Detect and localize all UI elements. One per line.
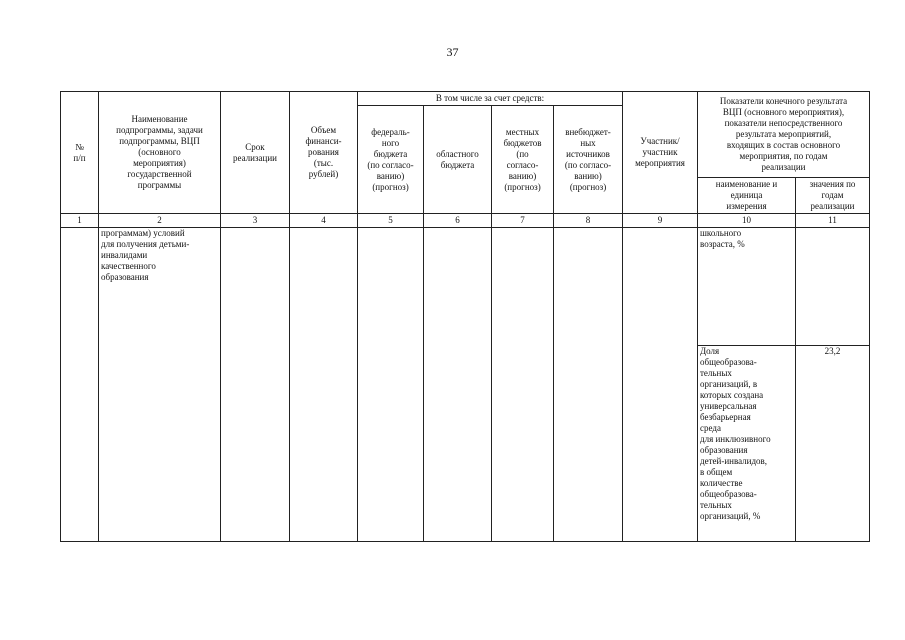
header-row-number: № п/п bbox=[61, 92, 99, 214]
column-number-row bbox=[61, 214, 870, 228]
column-number: 5 bbox=[358, 214, 424, 228]
cell-indicator-value: 23,2 bbox=[796, 346, 870, 542]
column-number: 4 bbox=[290, 214, 358, 228]
cell-local-budgets bbox=[492, 228, 554, 542]
cell-indicator-name: Доля общеобразова- тельных организаций, в которых создана универсальная безбарьерная среда для инклюзивного образования детей-инвалидов, в общем количестве общеобразова- тельных организаций, % bbox=[698, 346, 796, 542]
header-participant: Участник/ участник мероприятия bbox=[623, 92, 698, 214]
header-regional-budget: областного бюджета bbox=[424, 106, 492, 214]
header-indicators-group: Показатели конечного результата ВЦП (основного мероприятия), показатели непосредственного результата мероприятий, входящих в состав основного мероприятия, по годам реализации bbox=[698, 92, 870, 178]
cell-program-name: программам) условий для получения детьми- инвалидами качественного образования bbox=[99, 228, 221, 542]
cell-indicator-name: школьного возраста, % bbox=[698, 228, 796, 346]
header-local-budgets: местных бюджетов (по согласо- ванию) (прогноз) bbox=[492, 106, 554, 214]
cell-indicator-value bbox=[796, 228, 870, 346]
column-number: 1 bbox=[61, 214, 99, 228]
table-row bbox=[61, 228, 870, 346]
header-funding-volume: Объем финанси- рования (тыс. рублей) bbox=[290, 92, 358, 214]
cell-row-number bbox=[61, 228, 99, 542]
program-table bbox=[60, 91, 870, 542]
cell-participant bbox=[623, 228, 698, 542]
column-number: 7 bbox=[492, 214, 554, 228]
header-funding-group: В том числе за счет средств: bbox=[358, 92, 623, 106]
header-indicator-name: наименование и единица измерения bbox=[698, 178, 796, 214]
column-number: 2 bbox=[99, 214, 221, 228]
header-indicator-values: значения по годам реализации bbox=[796, 178, 870, 214]
page-number: 37 bbox=[446, 45, 459, 59]
header-extrabudgetary: внебюджет- ных источников (по согласо- ванию) (прогноз) bbox=[554, 106, 623, 214]
cell-regional-budget bbox=[424, 228, 492, 542]
column-number: 6 bbox=[424, 214, 492, 228]
cell-period bbox=[221, 228, 290, 542]
cell-federal-budget bbox=[358, 228, 424, 542]
cell-extrabudgetary bbox=[554, 228, 623, 542]
column-number: 8 bbox=[554, 214, 623, 228]
header-name: Наименование подпрограммы, задачи подпрограммы, ВЦП (основного мероприятия) государственной программы bbox=[99, 92, 221, 214]
column-number: 3 bbox=[221, 214, 290, 228]
header-period: Срок реализации bbox=[221, 92, 290, 214]
cell-funding-volume bbox=[290, 228, 358, 542]
header-federal-budget: федераль- ного бюджета (по согласо- ванию) (прогноз) bbox=[358, 106, 424, 214]
column-number: 10 bbox=[698, 214, 796, 228]
column-number: 11 bbox=[796, 214, 870, 228]
column-number: 9 bbox=[623, 214, 698, 228]
